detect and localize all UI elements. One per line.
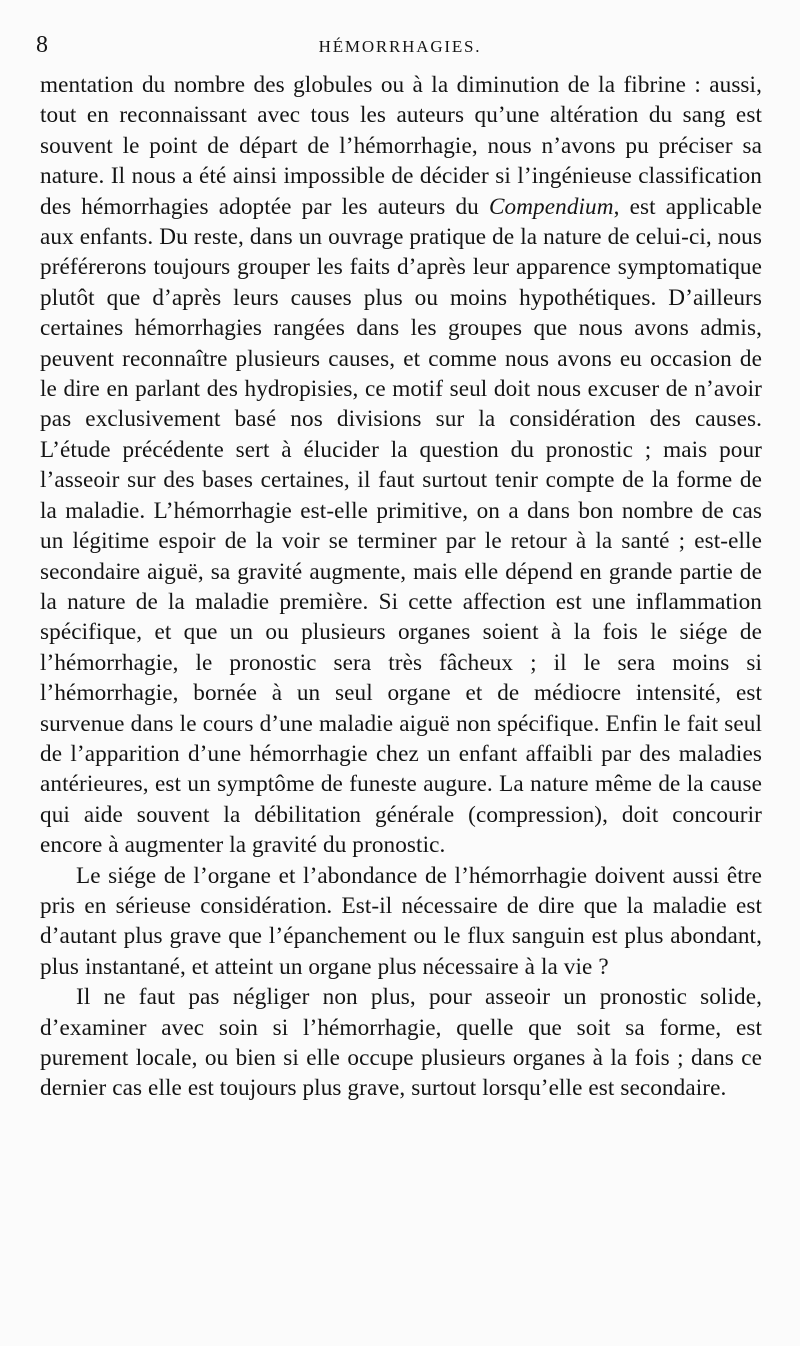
page-header — [36, 30, 764, 60]
paragraph: Le siége de l’organe et l’abondance de l’hémorrhagie doivent aussi être pris en sérieuse considération. Est-il nécessaire de dire que la maladie est d’autant plus grave que l’épanchement ou le flux sanguin est plus abondant, plus instantané, et atteint un organe plus nécessaire à la vie ? — [40, 862, 762, 980]
paragraph-text: , est applicable aux enfants. Du reste, dans un ouvrage pratique de la nature de celui-ci, nous préférerons toujours grouper les faits d’après leur apparence symptomatique plutôt que d’après leurs causes plus ou moins hypothétiques. D’ailleurs certaines hémorrhagies rangées dans les groupes que nous avons admis, peuvent reconnaître plusieurs causes, et comme nous avons eu occasion de le dire en parlant des hydropisies, ce motif seul doit nous excuser de n’avoir pas exclusivement basé nos divisions sur la considération des causes. L’étude précédente sert à élucider la question du pronostic ; mais pour l’asseoir sur des bases certaines, il faut surtout tenir compte de la forme de la maladie. L’hémorrhagie est-elle primitive, on a dans bon nombre de cas un légitime espoir de la voir se terminer par le retour à la santé ; est-elle secondaire aiguë, sa gravité augmente, mais elle dépend en grande partie de la nature de la maladie première. Si cette affection est une inflammation spécifique, et que un ou plusieurs organes soient à la fois le siége de l’hémorrhagie, le pronostic sera très fâcheux ; il le sera moins si l’hémorrhagie, bornée à un seul organe et de médiocre intensité, est survenue dans le cours d’une maladie aiguë non spécifique. Enfin le fait seul de l’apparition d’une hémorrhagie chez un enfant affaibli par des maladies antérieures, est un symptôme de funeste augure. La nature même de la cause qui aide souvent la débilitation générale (compression), doit concourir encore à augmenter la gravité du pronostic. — [40, 193, 762, 859]
paragraph: Il ne faut pas négliger non plus, pour asseoir un pronostic solide, d’examiner avec soin si l’hémorrhagie, quelle que soit sa forme, est purement locale, ou bien si elle occupe plusieurs organes à la fois ; dans ce dernier cas elle est toujours plus grave, surtout lorsqu’elle est secondaire. — [40, 984, 762, 1102]
page-number: 8 — [36, 32, 48, 58]
paragraph-text: mentation du nombre des globules ou à la diminution de la fibrine : aussi, tout en reconnaissant avec tous les auteurs qu’une altération du sang est souvent le point de départ de l’hémorrhagie, nous n’avons pu préciser sa nature. Il nous a été ainsi impossible de décider si l’ingénieuse classification des hémorrhagies adoptée par les auteurs du — [40, 72, 762, 220]
running-title: HÉMORRHAGIES. — [318, 37, 482, 56]
book-title-emphasis: Compendium — [488, 193, 614, 220]
paragraph-continued — [40, 70, 762, 861]
body-text — [40, 70, 762, 1104]
